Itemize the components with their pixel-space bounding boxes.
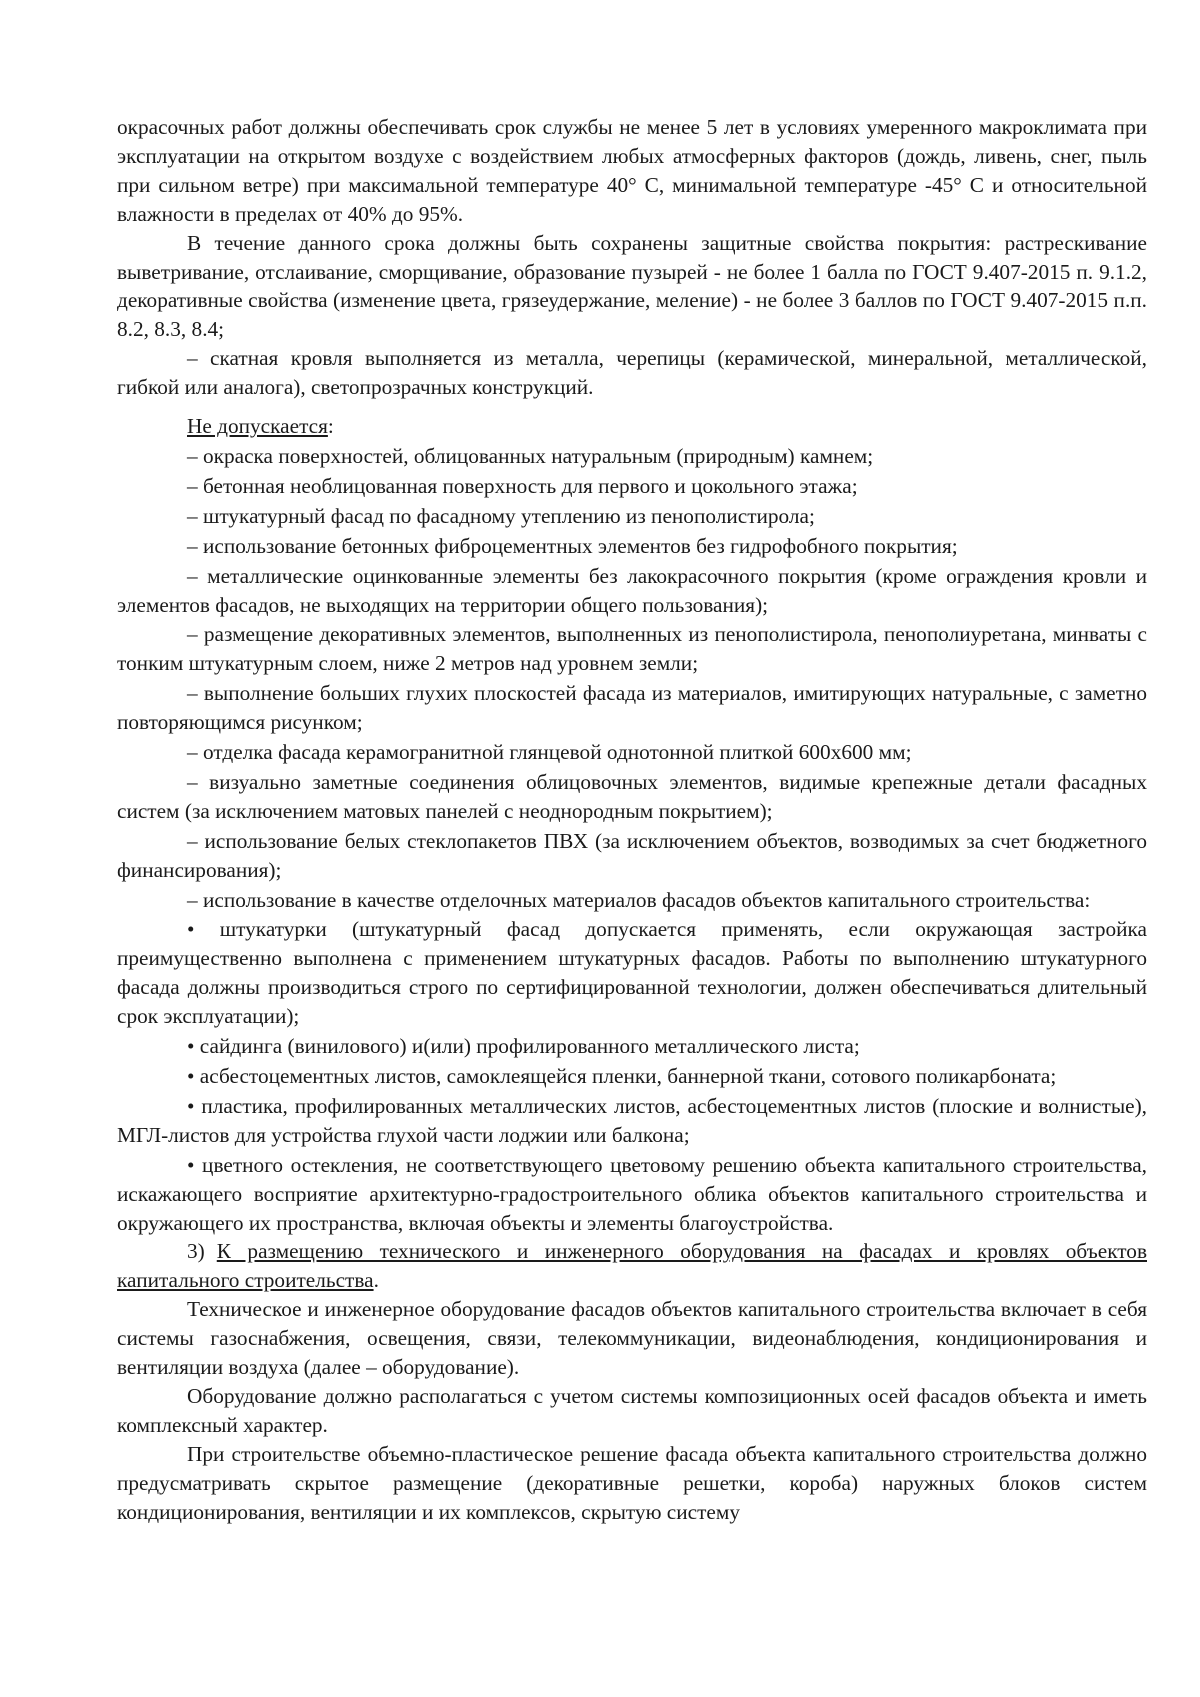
not-allowed-heading-text: Не допускается [187, 414, 328, 439]
list-item: – использование бетонных фиброцементных элементов без гидрофобного покрытия; [187, 533, 958, 558]
not-allowed-list [117, 442, 1147, 915]
paragraph-protective-properties: В течение данного срока должны быть сохранены защитные свойства покрытия: растрескивание выветривание, отслаивание, сморщивание, образование пузырей - не более 1 балла по ГОСТ 9.407-2015 п. 9.1.2, декоративные свойства (изменение цвета, грязеудержание, меление) - не более 3 баллов по ГОСТ 9.407-2015 п.п. 8.2, 8.3, 8.4; [117, 230, 1147, 342]
section-3-number: 3) [187, 1239, 205, 1264]
list-item: – размещение декоративных элементов, выполненных из пенополистирола, пенополиуретана, минваты с тонким штукатурным слоем, ниже 2 метров над уровнем земли; [117, 622, 1147, 676]
list-item: – использование в качестве отделочных материалов фасадов объектов капитального строительства: [187, 887, 1091, 912]
list-item: – штукатурный фасад по фасадному утеплению из пенополистирола; [187, 503, 815, 528]
not-allowed-heading [117, 412, 1147, 441]
bullet-item: • сайдинга (винилового) и(или) профилированного металлического листа; [187, 1034, 860, 1059]
list-item: – отделка фасада керамогранитной глянцевой однотонной плиткой 600х600 мм; [187, 740, 912, 765]
paragraph-equipment-definition: Техническое и инженерное оборудование фасадов объектов капитального строительства включает в себя системы газоснабжения, освещения, связи, телекоммуникации, видеонаблюдения, кондиционирования и вентиляции воздуха (далее – оборудование). [117, 1297, 1147, 1380]
list-item: – бетонная необлицованная поверхность для первого и цокольного этажа; [187, 473, 858, 498]
not-allowed-heading-colon: : [327, 414, 334, 439]
finishing-materials-bullet-list [117, 915, 1147, 1237]
list-item: – металлические оцинкованные элементы без лакокрасочного покрытия (кроме ограждения кровли и элементов фасадов, не выходящих на территории общего пользования); [117, 563, 1147, 617]
paragraph-equipment-placement: Оборудование должно располагаться с учетом системы композиционных осей фасадов объекта и иметь комплексный характер. [117, 1383, 1147, 1437]
document-page [117, 113, 1147, 1527]
bullet-item: • асбестоцементных листов, самоклеящейся пленки, баннерной ткани, сотового поликарбоната; [187, 1064, 1057, 1088]
bullet-item: • пластика, профилированных металлических листов, асбестоцементных листов (плоские и волнистые), МГЛ-листов для устройства глухой части лоджии или балкона; [117, 1093, 1147, 1147]
list-item: – использование белых стеклопакетов ПВХ (за исключением объектов, возводимых за счет бюджетного финансирования); [117, 828, 1147, 882]
list-item: – выполнение больших глухих плоскостей фасада из материалов, имитирующих натуральные, с заметно повторяющимся рисунком; [117, 681, 1147, 735]
paragraph-coating-service-life: окрасочных работ должны обеспечивать срок службы не менее 5 лет в условиях умеренного макроклимата при эксплуатации на открытом воздухе с воздействием любых атмосферных факторов (дождь, ливень, снег, пыль при сильном ветре) при максимальной температуре 40° С, минимальной температуре -45° С и относительной влажности в пределах от 40% до 95%. [117, 115, 1147, 226]
list-item: – визуально заметные соединения облицовочных элементов, видимые крепежные детали фасадных систем (за исключением матовых панелей с неоднородным покрытием); [117, 769, 1147, 823]
paragraph-pitched-roof: – скатная кровля выполняется из металла, черепицы (керамической, минеральной, металлической, гибкой или аналога), светопрозрачных конструкций. [117, 346, 1147, 400]
bullet-item: • цветного остекления, не соответствующего цветовому решению объекта капитального строительства, искажающего восприятие архитектурно-градостроительного облика объектов капитального строительства и окружающего их пространства, включая объекты и элементы благоустройства. [117, 1152, 1147, 1235]
paragraph-hidden-placement: При строительстве объемно-пластическое решение фасада объекта капитального строительства должно предусматривать скрытое размещение (декоративные решетки, короба) наружных блоков систем кондиционирования, вентиляции и их комплексов, скрытую систему [117, 1441, 1147, 1524]
bullet-item: • штукатурки (штукатурный фасад допускается применять, если окружающая застройка преимущественно выполнена с применением штукатурных фасадов. Работы по выполнению штукатурного фасада должны производиться строго по сертифицированной технологии, должен обеспечиваться длительный срок эксплуатации); [117, 917, 1147, 1029]
section-3-title: К размещению технического и инженерного оборудования на фасадах и кровлях объектов капитального строительства [117, 1239, 1147, 1293]
list-item: – окраска поверхностей, облицованных натуральным (природным) камнем; [187, 443, 874, 468]
section-3-heading [117, 1237, 1147, 1295]
section-3-title-period: . [373, 1268, 379, 1293]
